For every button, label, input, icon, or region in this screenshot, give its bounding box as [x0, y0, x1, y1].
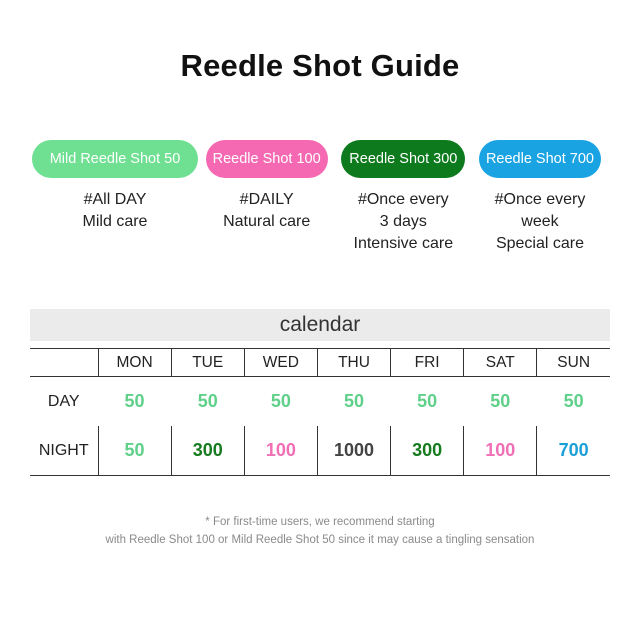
product-care: Natural care: [223, 213, 311, 230]
footnote-line-2: with Reedle Shot 100 or Mild Reedle Shot 50 since it may cause a tingling sensation: [105, 533, 535, 546]
footnote: [0, 514, 640, 549]
dose-cell: 700: [537, 426, 610, 476]
dose-cell: 50: [391, 377, 464, 427]
product-reedle-shot-100: [199, 140, 335, 255]
row-label-day: DAY: [30, 377, 98, 427]
product-frequency: 3 days: [379, 213, 427, 230]
calendar-row-day: [30, 377, 610, 427]
footnote-line-1: * For first-time users, we recommend starting: [205, 516, 435, 528]
product-tag: #DAILY: [239, 191, 294, 208]
dose-cell: 100: [464, 426, 537, 476]
dose-cell: 50: [171, 377, 244, 427]
day-header-mon: MON: [98, 349, 171, 377]
product-description: [223, 189, 310, 233]
dose-cell: 50: [537, 377, 610, 427]
page-title: Reedle Shot Guide: [180, 48, 460, 83]
calendar-day-header-row: [30, 349, 610, 377]
row-label-night: NIGHT: [30, 426, 98, 476]
day-header-fri: FRI: [391, 349, 464, 377]
day-header-thu: THU: [317, 349, 390, 377]
dose-cell: 1000: [317, 426, 390, 476]
product-badge: Reedle Shot 700: [479, 140, 601, 178]
product-care: Mild care: [82, 213, 148, 230]
product-reedle-shot-300: [335, 140, 471, 255]
product-badge: Reedle Shot 300: [341, 140, 465, 178]
dose-cell: 50: [464, 377, 537, 427]
product-description: [354, 189, 454, 255]
product-mild-reedle-shot-50: [32, 140, 198, 255]
dose-cell: 300: [391, 426, 464, 476]
dose-cell: 300: [171, 426, 244, 476]
product-care: Special care: [495, 235, 584, 252]
product-badge: Mild Reedle Shot 50: [32, 140, 198, 178]
product-badge: Reedle Shot 100: [206, 140, 328, 178]
day-header-sat: SAT: [464, 349, 537, 377]
dose-cell: 50: [98, 377, 171, 427]
product-reedle-shot-700: [472, 140, 608, 255]
product-list: [32, 140, 608, 255]
product-description: [495, 189, 586, 255]
dose-cell: 50: [244, 377, 317, 427]
product-description: [83, 189, 148, 233]
calendar-row-night: [30, 426, 610, 476]
dose-cell: 100: [244, 426, 317, 476]
product-tag: #Once every: [494, 191, 586, 208]
product-frequency: week: [521, 213, 559, 230]
dose-cell: 50: [98, 426, 171, 476]
dose-cell: 50: [317, 377, 390, 427]
day-header-sun: SUN: [537, 349, 610, 377]
day-header-wed: WED: [244, 349, 317, 377]
day-header-tue: TUE: [171, 349, 244, 377]
product-care: Intensive care: [353, 235, 454, 252]
product-tag: #All DAY: [83, 191, 147, 208]
calendar-header: calendar: [30, 309, 610, 341]
calendar-corner-cell: [30, 349, 98, 377]
calendar-table: [30, 348, 610, 476]
product-tag: #Once every: [357, 191, 449, 208]
